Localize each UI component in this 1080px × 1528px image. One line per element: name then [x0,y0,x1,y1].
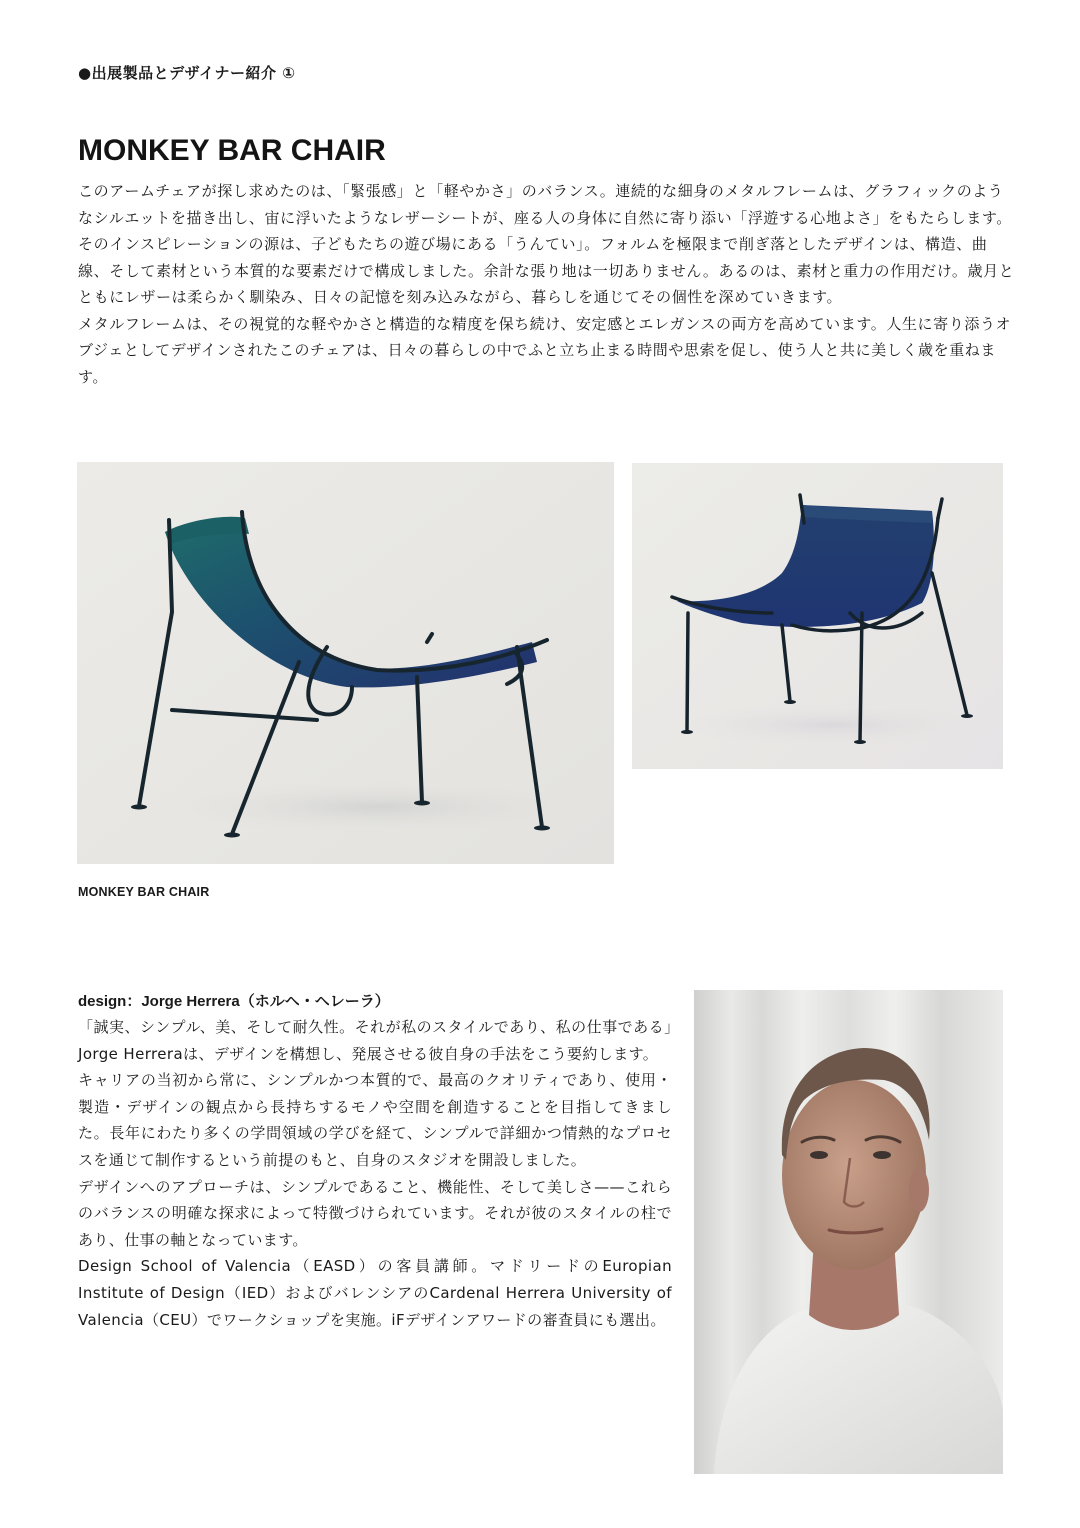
designer-portrait-photo [694,990,1003,1474]
product-paragraph: このアームチェアが探し求めたのは、「緊張感」と「軽やかさ」のバランス。連続的な細身のメタルフレームは、グラフィックのようなシルエットを描き出し、宙に浮いたようなレザーシートが、座る人の身体に自然に寄り添い「浮遊する心地よさ」をもたらします。 [78,182,1012,227]
designer-paragraph: デザインへのアプローチは、シンプルであること、機能性、そして美しさ——これらのバランスの明確な探求によって特徴づけられています。それが彼のスタイルの柱であり、仕事の軸となっています。 [78,1177,672,1249]
product-paragraph: そのインスピレーションの源は、子どもたちの遊び場にある「うんてい」。フォルムを極限まで削ぎ落としたデザインは、構造、曲線、そして素材という本質的な要素だけで構成しました。余計な張り地は一切ありません。あるのは、素材と重力の作用だけ。歳月とともにレザーは柔らかく馴染み、日々の記憶を刻み込みながら、暮らしを通じてその個性を深めていきます。 [78,235,1015,306]
product-paragraph: メタルフレームは、その視覚的な軽やかさと構造的な精度を保ち続け、安定感とエレガンスの両方を高めています。人生に寄り添うオブジェとしてデザインされたこのチェアは、日々の暮らしの中でふと立ち止まる時間や思索を促し、使う人と共に美しく歳を重ねます。 [78,314,1012,386]
chair-photo-main [77,462,614,864]
designer-bio [78,1014,672,1333]
chair-photo-side [632,463,1003,769]
photo-caption: MONKEY BAR CHAIR [78,885,210,899]
product-description [78,178,1018,390]
designer-paragraph: Design School of Valencia（EASD）の客員講師。マドリードのEuropian Institute of Design（IED）およびバレンシアのCardenal Herrera University of Valencia（CEU）でワークショップを実施。iFデザインアワードの審査員にも選出。 [78,1257,672,1329]
product-title: MONKEY BAR CHAIR [78,134,386,167]
designer-paragraph: キャリアの当初から常に、シンプルかつ本質的で、最高のクオリティであり、使用・製造・デザインの観点から長持ちするモノや空間を創造することを目指してきました。長年にわたり多くの学問領域の学びを経て、シンプルで詳細かつ情熱的なプロセスを通じて制作するという前提のもと、自身のスタジオを開設しました。 [78,1071,672,1169]
designer-heading: design：Jorge Herrera（ホルヘ・ヘレーラ） [78,993,390,1010]
designer-paragraph: 「誠実、シンプル、美、そして耐久性。それが私のスタイルであり、私の仕事である」Jorge Herreraは、デザインを構想し、発展させる彼自身の手法をこう要約します。 [78,1018,672,1063]
section-label: ●出展製品とデザイナー紹介 ① [78,64,296,82]
